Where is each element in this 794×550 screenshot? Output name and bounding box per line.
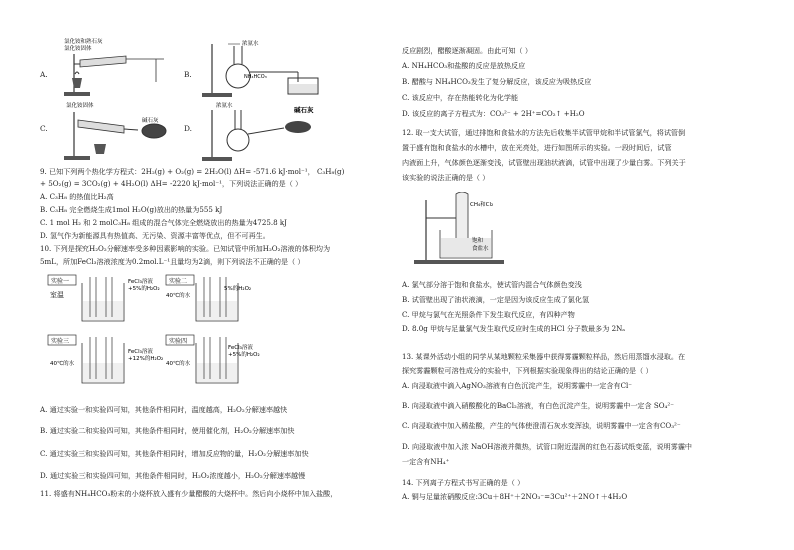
q9-line-2: + 5O₂(g) = 3CO₂(g) + 4H₂O(l) ΔH= -2220 kJ·mol⁻¹，下列说法正确的是（ ） [40, 179, 303, 188]
apparatus-d-caption-top: 浓氨水 [216, 103, 233, 109]
apparatus-b-caption-top: 浓氨水 [242, 41, 259, 47]
option-a-label: A. [40, 70, 48, 79]
q11-option-b: B. 醋酸与 NH₄HCO₃发生了复分解反应，该反应为吸热反应 [402, 77, 592, 86]
q12-line-3: 内液面上升，气体颜色逐渐变浅，试管壁出现油状液滴，试管中出现了少量白雾。下列关于 [402, 158, 686, 167]
q9-option-b: B. C₃H₈ 完全燃烧生成1mol H₂O(g)放出的热量为555 kJ [40, 205, 223, 214]
q10-line-1: 10. 下列是探究H₂O₂分解速率受多种因素影响的实验。已知试管中所加H₂O₂溶液的体积均为 [40, 244, 331, 253]
exp3-condition: 40℃的水 [50, 361, 75, 367]
q11-option-c: C. 该反应中，存在热能转化为化学能 [402, 93, 519, 102]
q12-line-4: 该实验的说法正确的是（ ） [402, 173, 490, 182]
q12-line-1: 12. 取一支大试管，通过排饱和食盐水的方法先后收集半试管甲烷和半试管氯气，将试管倒 [402, 128, 686, 137]
exp3-reagent-top: FeCl₃溶液 [128, 349, 153, 355]
exp4-name: 实验四 [169, 338, 188, 345]
q12-option-d: D. 8.0g 甲烷与足量氯气发生取代反应时生成的HCl 分子数最多为 2Nₐ [402, 324, 626, 333]
option-c-label: C. [40, 124, 48, 133]
apparatus-d-figure [198, 100, 348, 162]
exp1-condition: 室温 [50, 291, 64, 299]
exp2-name: 实验二 [169, 278, 188, 285]
apparatus-a-caption-top: 氯化铵和熟石灰 [64, 39, 103, 45]
left-column [38, 0, 390, 550]
exp3-reagent-bottom: +12%的H₂O₂ [128, 356, 164, 362]
exp3-name: 实验三 [51, 338, 70, 345]
option-d-label: D. [184, 124, 193, 133]
exp2-condition: 40℃的水 [166, 293, 191, 299]
q10-option-c: C. 通过实验三和实验四可知，其他条件相同时，增加反应物的量，H₂O₂分解速率加快 [40, 449, 309, 458]
apparatus-a-figure [60, 36, 170, 98]
exp4-reagent-bottom: +5%的H₂O₂ [228, 352, 260, 358]
q10-option-a: A. 通过实验一和实验四可知，其他条件相同时，温度越高，H₂O₂分解速率越快 [40, 405, 288, 414]
exp1-reagent-bottom: +5%的H₂O₂ [128, 286, 160, 292]
exp2-reagent-bottom: 5%的H₂O₂ [224, 286, 252, 292]
q14-option-a: A. 铜与足量浓硝酸反应:3Cu＋8H⁺＋2NO₃⁻=3Cu²⁺＋2NO↑＋4H₂O [402, 492, 628, 501]
option-b-label: B. [184, 70, 192, 79]
exp4-condition: 40℃的水 [166, 361, 191, 367]
apparatus-c-figure [60, 100, 180, 162]
q12-option-a: A. 氯气部分溶于饱和食盐水，使试管内混合气体颜色变浅 [402, 280, 582, 289]
exp4-reagent-top: FeCl₃溶液 [228, 345, 253, 351]
q12-gas-label: CH₄和Cl₂ [470, 202, 494, 208]
q9-option-c: C. 1 mol H₂ 和 2 molC₃H₈ 组成的混合气体完全燃烧放出的热量为4725.8 kJ [40, 218, 288, 227]
q13-option-d: D. 向浸取液中加入浓 NaOH溶液并微热，试管口附近湿润的红色石蕊试纸变蓝，说明雾霾中 [402, 442, 693, 451]
q13-line-1: 13. 某课外活动小组的同学从某地颗粒采集器中获得雾霾颗粒样品，然后用蒸馏水浸取。在 [402, 352, 686, 361]
q12-liquid-bottom: 食盐水 [472, 246, 489, 252]
exp1-name: 实验一 [51, 278, 70, 285]
q11-line-1: 11. 将盛有NH₄HCO₃粉末的小烧杯放入盛有少量醋酸的大烧杯中。然后向小烧杯中加入盐酸， [40, 489, 338, 498]
q13-option-a: A. 向浸取液中滴入AgNO₃溶液有白色沉淀产生，说明雾霾中一定含有Cl⁻ [402, 381, 633, 390]
q9-line-1: 9. 已知下列两个热化学方程式：2H₂(g) + O₂(g) = 2H₂O(l) ΔH= -571.6 kJ·mol⁻¹， C₃H₈(g) [40, 167, 345, 176]
q13-option-d-cont: 一定含有NH₄⁺ [402, 457, 450, 466]
apparatus-b-caption-bottom: NH₄HCO₃ [244, 74, 267, 80]
q11-line-2: 反应剧烈，醋酸逐渐凝固。由此可知（ ） [402, 46, 532, 55]
q11-option-d: D. 该反应的离子方程式为：CO₃²⁻ + 2H⁺=CO₂↑ +H₂O [402, 109, 585, 118]
right-column [402, 0, 778, 550]
q10-line-2: 5mL，所加FeCl₃溶液浓度为0.2mol.L⁻¹且量均为2滴，则下列说法不正确的是（ ） [40, 257, 305, 266]
q10-option-d: D. 通过实验三和实验四可知，其他条件相同时，H₂O₂浓度越小，H₂O₂分解速率越慢 [40, 471, 306, 480]
q13-option-b: B. 向浸取液中滴入硝酸酸化的BaCl₂溶液，有白色沉淀产生，说明雾霾中一定含 SO₄²⁻ [402, 401, 674, 410]
q12-liquid-top: 饱和 [472, 238, 484, 244]
q13-option-c: C. 向浸取液中加入稀盐酸，产生的气体使澄清石灰水变浑浊，说明雾霾中一定含有CO₃²⁻ [402, 421, 681, 430]
apparatus-b-figure [198, 36, 348, 98]
q14-line-1: 14. 下列离子方程式书写正确的是（ ） [402, 478, 525, 487]
apparatus-a-caption-mid: 氯化铵固体 [64, 46, 92, 52]
q12-option-b: B. 试管壁出现了油状液滴，一定是因为该反应生成了氯化氢 [402, 295, 590, 304]
q12-option-c: C. 甲烷与氯气在光照条件下发生取代反应，有四种产物 [402, 310, 575, 319]
apparatus-c-caption-right: 碱石灰 [142, 118, 159, 124]
q13-line-2: 探究雾霾颗粒可溶性成分的实验中，下列根据实验现象得出的结论正确的是（ ） [402, 366, 653, 375]
q9-option-a: A. C₃H₈ 的热值比H₂高 [40, 192, 114, 201]
q11-option-a: A. NH₄HCO₃和盐酸的反应是放热反应 [402, 61, 526, 70]
apparatus-c-caption-top: 氯化铵固体 [66, 103, 94, 109]
exp1-reagent-top: FeCl₃溶液 [128, 279, 153, 285]
q12-line-2: 置于盛有饱和食盐水的水槽中，放在光亮处，进行如图所示的实验。一段时间后，试管 [402, 143, 672, 152]
q10-option-b: B. 通过实验二和实验四可知，其他条件相同时，使用催化剂，H₂O₂分解速率加快 [40, 426, 295, 435]
q10-experiments-figure [46, 273, 260, 393]
q9-option-d: D. 氢气作为新能源具有热值高、无污染、资源丰富等优点，但不可再生。 [40, 231, 270, 240]
q12-figure [412, 192, 532, 270]
apparatus-d-caption-right: 碱石灰 [294, 106, 314, 114]
